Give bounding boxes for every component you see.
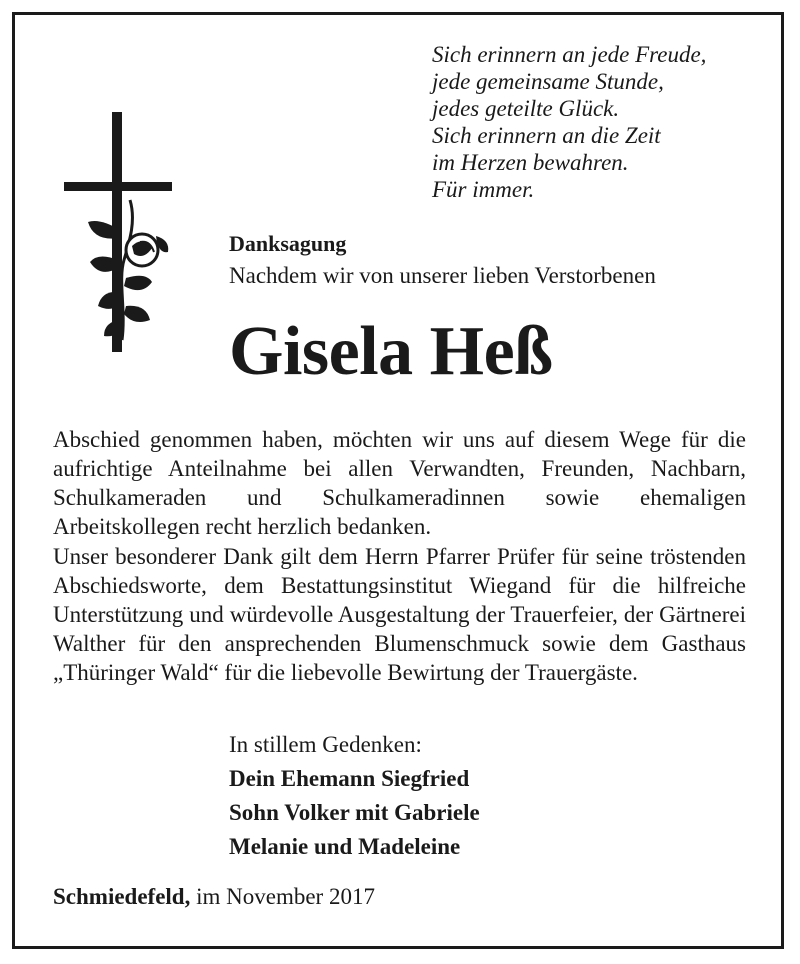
signer-line: Melanie und Madeleine — [229, 834, 461, 859]
memorial-poem — [432, 41, 706, 203]
cross-with-rose-icon — [60, 110, 180, 360]
intro-text: Nachdem wir von unserer lieben Verstorbenen — [229, 263, 656, 288]
poem-line: jede gemeinsame Stunde, — [432, 69, 664, 94]
poem-line: jedes geteilte Glück. — [432, 96, 620, 121]
poem-line: Sich erinnern an die Zeit — [432, 123, 661, 148]
date-text: im November 2017 — [196, 884, 375, 909]
place-date — [53, 882, 375, 912]
poem-line: im Herzen bewahren. — [432, 150, 629, 175]
signer-line: Sohn Volker mit Gabriele — [229, 800, 480, 825]
place-name: Schmiedefeld, — [53, 884, 191, 909]
poem-line: Für immer. — [432, 177, 535, 202]
thanks-paragraph-2: Unser besonderer Dank gilt dem Herrn Pfarrer Prüfer für seine tröstenden Abschiedsworte, dem Bestattungsinstitut Wiegand für die hilfreiche Unterstützung und würdevolle Ausgestaltung der Trauerfeier, der Gärtnerei Walther für den ansprechenden Blumenschmuck sowie dem Gasthaus „Thüringer Wald“ für die liebevolle Bewirtung der Trauergäste. — [53, 544, 746, 685]
deceased-name: Gisela Heß — [229, 313, 553, 390]
heading-danksagung: Danksagung — [229, 231, 347, 256]
signer-line: Dein Ehemann Siegfried — [229, 766, 470, 791]
poem-line: Sich erinnern an jede Freude, — [432, 42, 707, 67]
thanks-paragraph-1: Abschied genommen haben, möchten wir uns auf diesem Wege für die aufrichtige Anteilnahme bei allen Verwandten, Freunden, Nachbarn, Schulkameraden und Schulkameradinnen sowie ehemaligen Arbeitskollegen recht herzlich bedanken. — [53, 427, 746, 539]
closing-phrase: In stillem Gedenken: — [229, 732, 422, 757]
